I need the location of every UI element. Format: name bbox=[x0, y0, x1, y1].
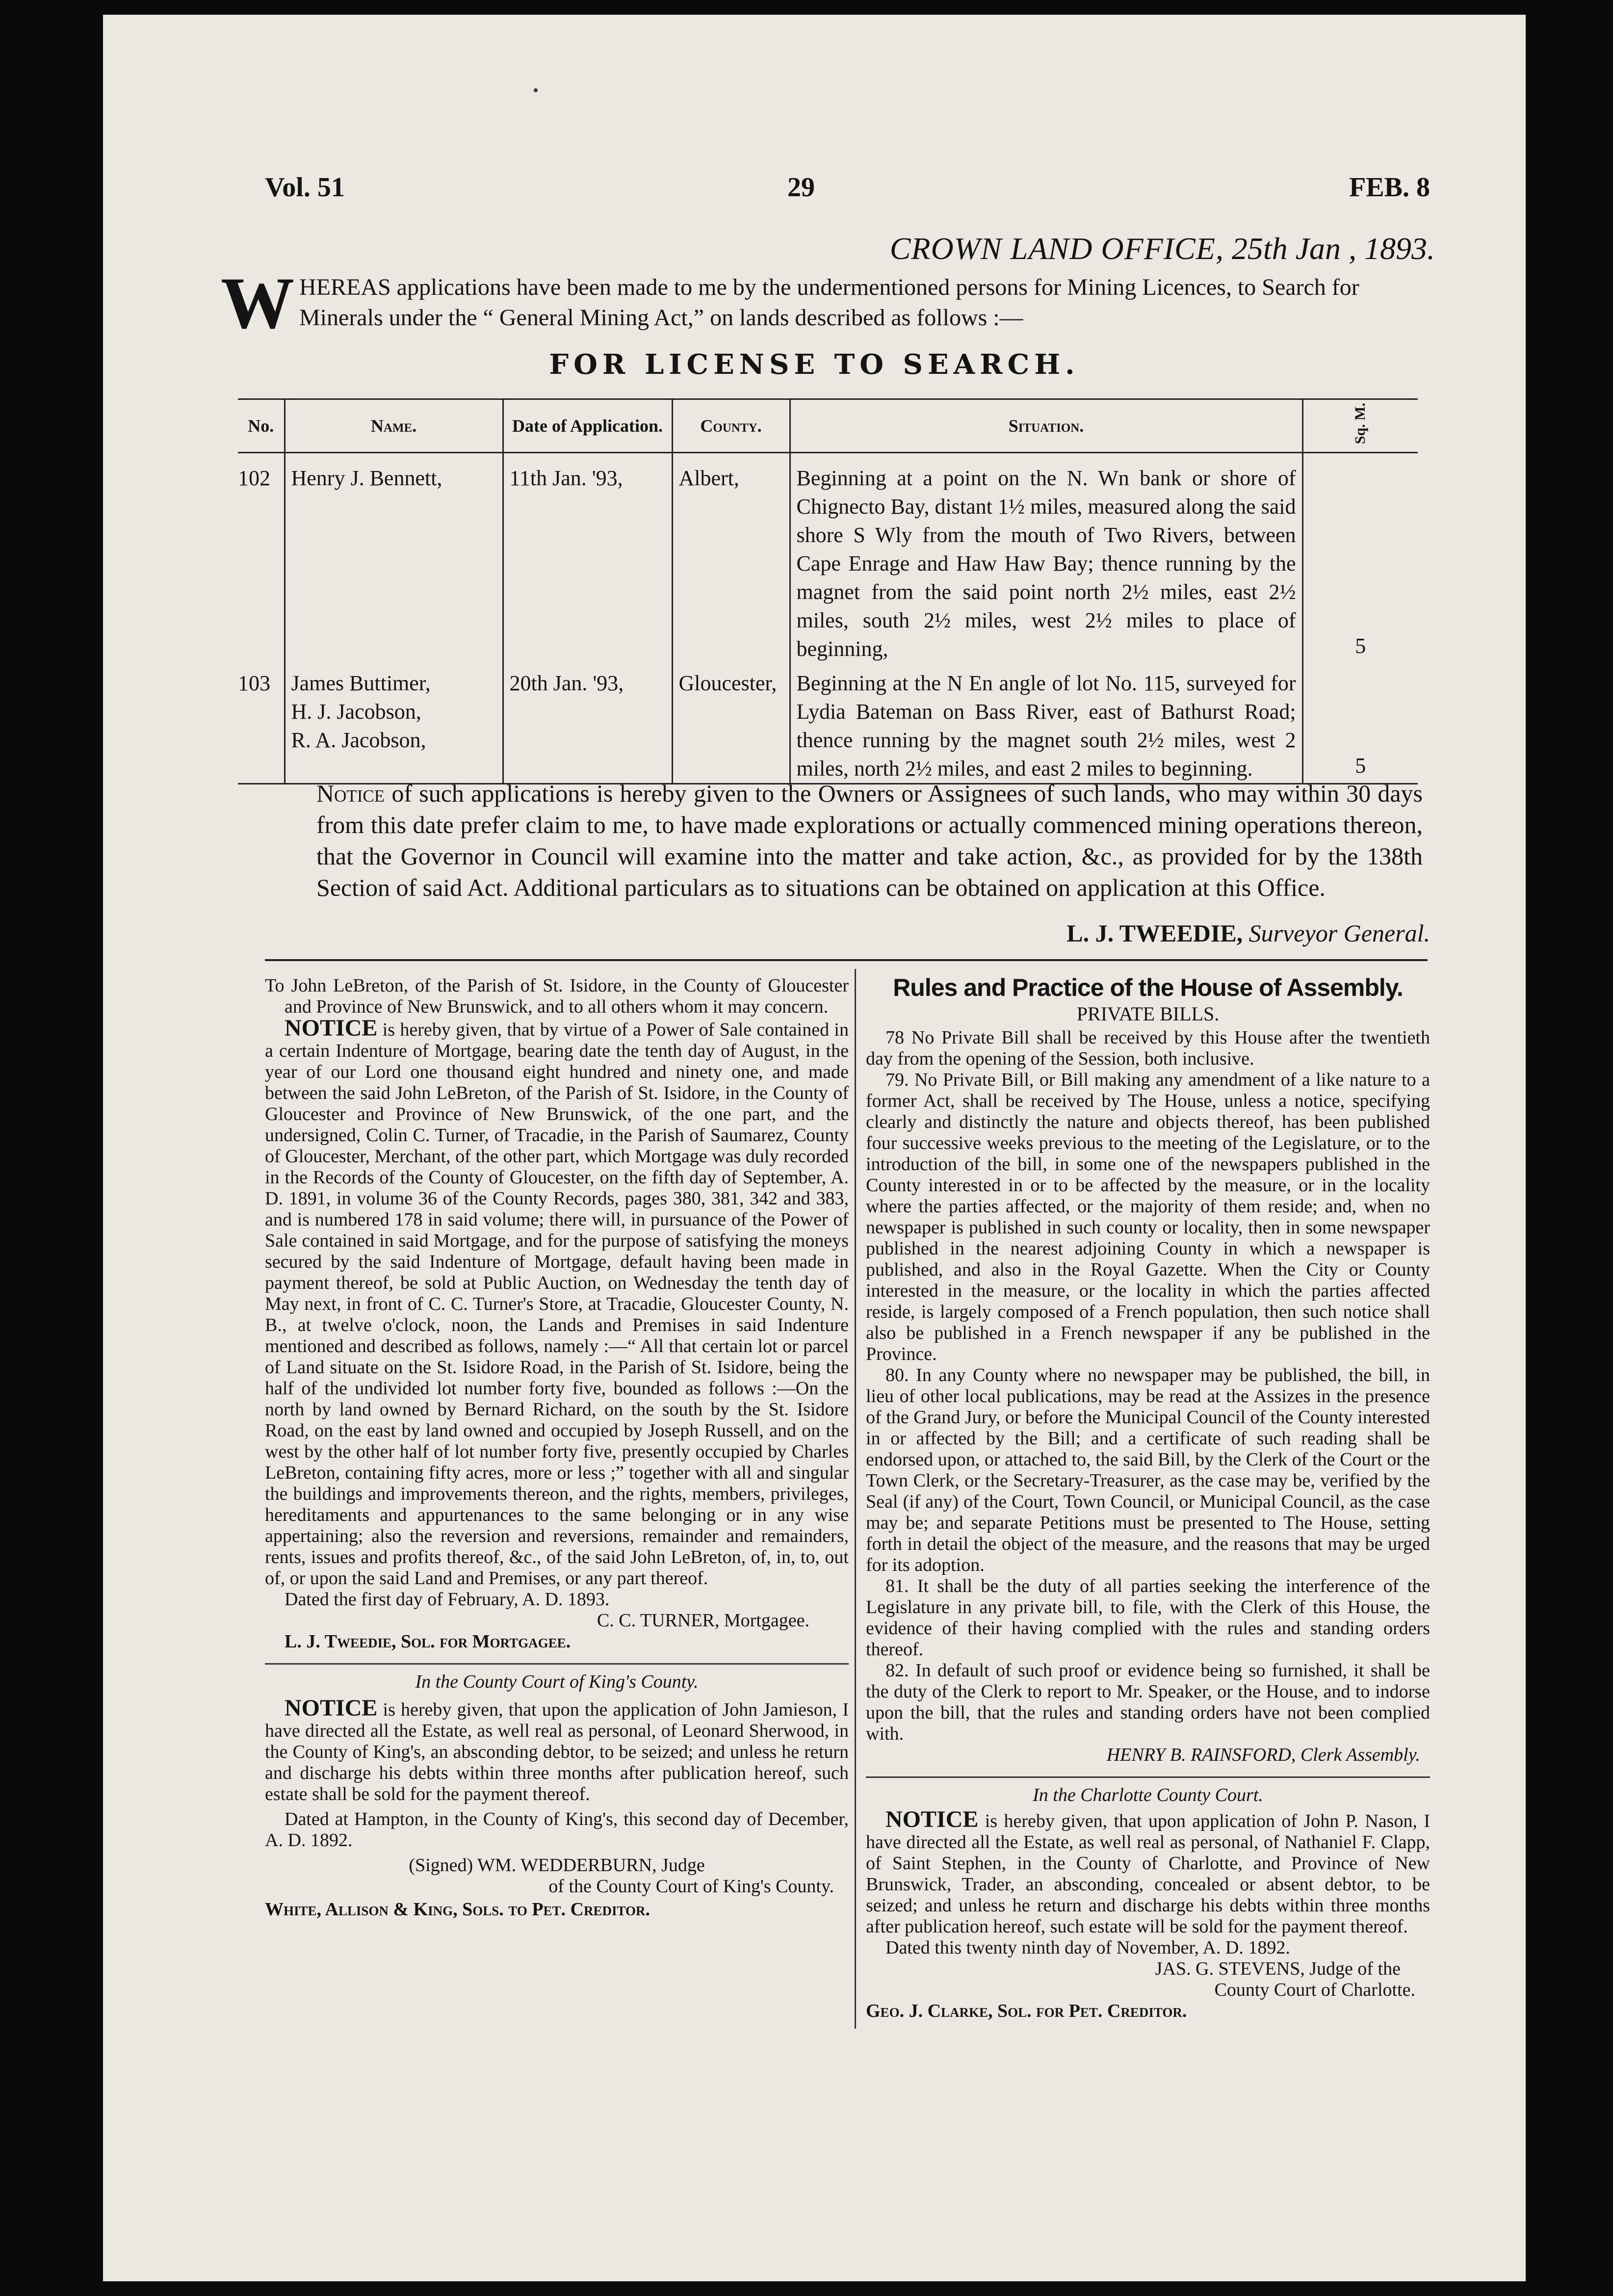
mortgage-lead: NOTICE bbox=[285, 1015, 378, 1041]
cell-no: 103 bbox=[238, 663, 285, 784]
kings-body: is hereby given, that upon the application of John Jamieson, I have directed all the Estate, as well real as personal, of Leonard Sherwood, in the County of King's, an absconding debtor, to be seized; and unless he return and discharge his debts within three months after publication hereof, such estate shall be sold for the payment thereof. bbox=[265, 1699, 849, 1804]
kings-dated: Dated at Hampton, in the County of King's, this second day of December, A. D. 1892. bbox=[265, 1809, 849, 1851]
left-column bbox=[265, 975, 849, 1920]
mortgage-address: To John LeBreton, of the Parish of St. Isidore, in the County of Gloucester and Province of New Brunswick, and to all others whom it may concern. bbox=[265, 975, 849, 1017]
charlotte-body: is hereby given, that upon application of John P. Nason, I have directed all the Estate, as well real as personal, of Nathaniel F. Clapp, of Saint Stephen, in the County of Charlotte, and Province of New Brunswick, Trader, an absconding, concealed or absent debtor, to be seized; and unless he return and discharge his debts within three months after publication hereof, such estate will be sold for the payment thereof. bbox=[866, 1811, 1430, 1937]
divider bbox=[265, 1663, 849, 1665]
table-header-row bbox=[238, 399, 1418, 453]
intro-text: HEREAS applications have been made to me by the undermentioned persons for Mining Licences, to Search for Minerals under the “ General Mining Act,” on lands described as follows :— bbox=[299, 274, 1359, 331]
header-sq bbox=[1302, 399, 1418, 453]
charlotte-judge: JAS. G. STEVENS, Judge of the bbox=[1155, 1958, 1401, 1979]
header-date: Date of Application. bbox=[503, 399, 672, 453]
rule-82: 82. In default of such proof or evidence being so furnished, it shall be the duty of the Clerk to report to Mr. Speaker, or the House, and to indorse upon the bill, that the rules and standing orders have not been complied with. bbox=[866, 1660, 1430, 1744]
newspaper-page bbox=[103, 15, 1526, 2281]
office-date: 25th Jan , 1893. bbox=[1231, 231, 1435, 266]
header-sq-label: Sq. M. bbox=[1352, 403, 1369, 444]
mortgage-solicitor: L. J. Tweedie, Sol. for Mortgagee. bbox=[285, 1631, 571, 1652]
rule-78: 78 No Private Bill shall be received by this House after the twentieth day from the opening of the Session, both inclusive. bbox=[866, 1027, 1430, 1069]
kings-solicitor: White, Allison & King, Sols. to Pet. Creditor. bbox=[265, 1899, 650, 1920]
header-county: County. bbox=[672, 399, 790, 453]
ink-mark bbox=[534, 88, 538, 92]
section-title: FOR LICENSE TO SEARCH. bbox=[549, 348, 1080, 381]
rules-title: Rules and Practice of the House of Assembly. bbox=[893, 974, 1403, 1001]
cell-situation: Beginning at the N En angle of lot No. 115, surveyed for Lydia Bateman on Bass River, east of Bathurst Road; thence running by the magnet south 2½ miles, west 2 miles, north 2½ miles, and east 2 miles to beginning. bbox=[790, 663, 1302, 784]
notice-lead: Notice bbox=[316, 780, 385, 807]
right-column bbox=[866, 974, 1430, 2022]
cell-county: Albert, bbox=[672, 453, 790, 664]
charlotte-county: County Court of Charlotte. bbox=[1214, 1980, 1415, 2000]
mortgage-dated: Dated the first day of February, A. D. 1893. bbox=[285, 1589, 610, 1610]
applications-table bbox=[238, 398, 1418, 784]
cell-sq: 5 bbox=[1302, 453, 1418, 664]
kings-court: In the County Court of King's County. bbox=[415, 1671, 699, 1692]
office-heading bbox=[890, 231, 1435, 267]
cell-sq: 5 bbox=[1302, 663, 1418, 784]
cell-date: 11th Jan. '93, bbox=[503, 453, 672, 664]
section-divider bbox=[265, 959, 1428, 961]
header-name: Name. bbox=[285, 399, 503, 453]
divider bbox=[866, 1776, 1430, 1778]
volume-number: Vol. 51 bbox=[265, 172, 345, 203]
rule-80: 80. In any County where no newspaper may be published, the bill, in lieu of other local publications, may be read at the Assizes in the presence of the Grand Jury, or before the Municipal Council of the County interested in or affected by the Bill; and a certificate of such reading shall be endorsed upon, or attached to, the said Bill, by the Clerk of the Court or the Town Clerk, or the Secretary-Treasurer, as the case may be, verified by the Seal (if any) of the Court, Town Council, or Municipal Council, as the case may be; and separate Petitions must be presented to The House, setting forth in detail the object of the measure, and the reasons that may be urged for its adoption. bbox=[866, 1365, 1430, 1575]
rules-subtitle: PRIVATE BILLS. bbox=[1076, 1003, 1220, 1025]
clerk-signature: HENRY B. RAINSFORD, Clerk Assembly. bbox=[1106, 1745, 1420, 1765]
charlotte-solicitor: Geo. J. Clarke, Sol. for Pet. Creditor. bbox=[866, 2001, 1187, 2021]
cell-situation: Beginning at a point on the N. Wn bank or shore of Chignecto Bay, distant 1½ miles, measured along the said shore S Wly from the mouth of Two Rivers, between Cape Enrage and Haw Haw Bay; thence running by the magnet from the said point north 2½ miles, east 2½ miles, south 2½ miles, west 2½ miles to place of beginning, bbox=[790, 453, 1302, 664]
rule-81: 81. It shall be the duty of all parties seeking the interference of the Legislature in any private bill, to file, with the Clerk of this House, the evidence of their having complied with the rules and standing orders thereof. bbox=[866, 1576, 1430, 1660]
column-divider bbox=[855, 969, 856, 2029]
cell-date: 20th Jan. '93, bbox=[503, 663, 672, 784]
charlotte-notice bbox=[866, 1806, 1430, 1937]
charlotte-court: In the Charlotte County Court. bbox=[1033, 1785, 1263, 1805]
kings-lead: NOTICE bbox=[285, 1695, 378, 1721]
mortgagee: C. C. TURNER, Mortgagee. bbox=[597, 1610, 809, 1631]
drop-cap: W bbox=[221, 262, 294, 344]
cell-county: Gloucester, bbox=[672, 663, 790, 784]
kings-judge: of the County Court of King's County. bbox=[548, 1876, 834, 1897]
table-row bbox=[238, 663, 1418, 784]
mortgage-body: is hereby given, that by virtue of a Power of Sale contained in a certain Indenture of Mortgage, bearing date the tenth day of August, in the year of our Lord one thousand eight hundred and ninety one, and made between the said John LeBreton, of the Parish of St. Isidore, in the County of Gloucester and Province of New Brunswick, of the one part, and the undersigned, Colin C. Turner, of Tracadie, in the Parish of Saumarez, County of Gloucester, Merchant, of the other part, which Mortgage was duly recorded in the Records of the County of Gloucester, on the fifth day of September, A. D. 1891, in volume 36 of the County Records, pages 380, 381, 342 and 383, and is numbered 178 in said volume; there will, in pursuance of the Power of Sale contained in said Mortgage, and for the purpose of satisfying the moneys secured by the said Indenture of Mortgage, default having been made in payment thereof, be sold at Public Auction, on Wednesday the tenth day of May next, in front of C. C. Turner's Store, at Tracadie, Gloucester County, N. B., at twelve o'clock, noon, the Lands and Premises in said Indenture mentioned and described as follows, namely :—“ All that certain lot or parcel of Land situate on the St. Isidore Road, in the Parish of St. Isidore, being the half of the undivided lot number forty five, bounded as follows :—On the north by land owned by Bernard Richard, on the south by the St. Isidore Road, on the east by land owned and occupied by Joseph Russell, and on the west by the other half of lot number forty five, presently occupied by Charles LeBreton, containing fifty acres, more or less ;” together with all and singular the buildings and improvements thereon, and the rights, members, privileges, hereditaments and appurtenances to the same belonging or in any wise appertaining; also the reversion and reversions, remainder and remainders, rents, issues and profits thereof, &c., of the said John LeBreton, of, in, to, out of, or upon the said Land and Premises, or any part thereof. bbox=[265, 1019, 849, 1589]
charlotte-dated: Dated this twenty ninth day of November, A. D. 1892. bbox=[885, 1937, 1290, 1958]
mortgage-notice bbox=[265, 1015, 849, 1589]
surveyor-title: Surveyor General. bbox=[1249, 919, 1430, 947]
office-name: CROWN LAND OFFICE, bbox=[889, 231, 1224, 266]
kings-notice bbox=[265, 1697, 849, 1805]
rule-79: 79. No Private Bill, or Bill making any amendment of a like nature to a former Act, shall be received by The House, unless a notice, specifying clearly and distinctly the nature and objects thereof, has been published four successive weeks previous to the meeting of the Legislature, or to the introduction of the bill, in some one of the newspapers published in the County interested in or to be affected by the measure, or in the locality where the parties affected, or the majority of them reside; and, when no newspaper is published in such county or locality, then in some newspaper published in the nearest adjoining County in which a newspaper is published, and also in the Royal Gazette. When the City or County interested in the measure, or the locality in which the parties affected reside, is largely composed of a French population, then such notice shall also be published in a French newspaper if any be published in the Province. bbox=[866, 1070, 1430, 1364]
surveyor-signature bbox=[1067, 919, 1430, 947]
intro-paragraph bbox=[221, 262, 1423, 344]
issue-date: FEB. 8 bbox=[1349, 172, 1430, 203]
notice-paragraph bbox=[316, 778, 1423, 903]
cell-name: Henry J. Bennett, bbox=[285, 453, 503, 664]
notice-text: of such applications is hereby given to the Owners or Assignees of such lands, who may within 30 days from this date prefer claim to me, to have made explorations or actually commenced mining operations thereon, that the Governor in Council will examine into the matter and take action, &c., as provided for by the 138th Section of said Act. Additional particulars as to situations can be obtained on application at this Office. bbox=[316, 780, 1423, 901]
table-row bbox=[238, 453, 1418, 664]
charlotte-lead: NOTICE bbox=[885, 1806, 979, 1832]
kings-signed: (Signed) WM. WEDDERBURN, Judge bbox=[409, 1855, 705, 1876]
header-no: No. bbox=[238, 399, 285, 453]
cell-name: James Buttimer, H. J. Jacobson, R. A. Jacobson, bbox=[285, 663, 503, 784]
surveyor-name: L. J. TWEEDIE, bbox=[1067, 919, 1243, 947]
page-number: 29 bbox=[787, 172, 815, 203]
cell-no: 102 bbox=[238, 466, 270, 490]
header-situation: Situation. bbox=[790, 399, 1302, 453]
